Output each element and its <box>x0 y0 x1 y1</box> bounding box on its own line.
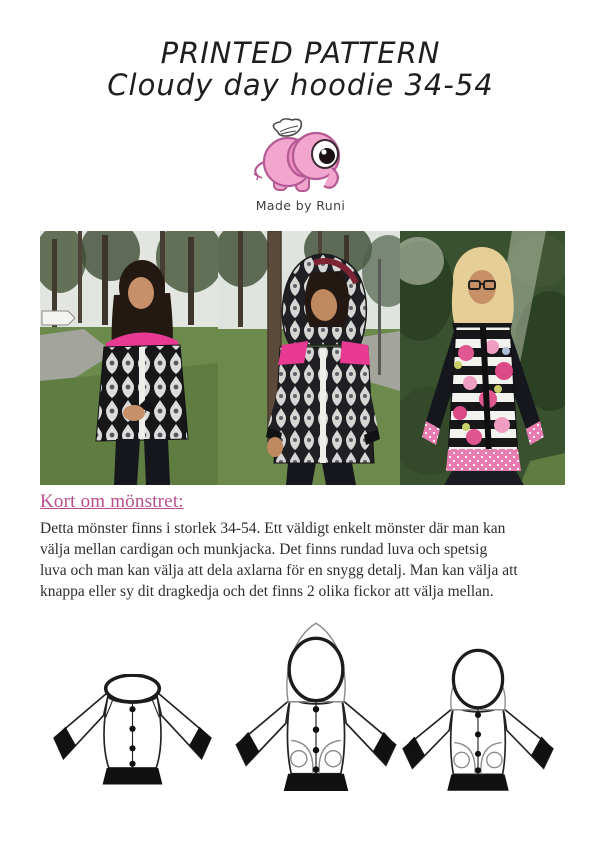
winged-elephant-icon <box>242 116 360 196</box>
section-heading: Kort om mönstret: <box>40 491 184 512</box>
pink-hem-band <box>446 449 521 471</box>
neckline <box>106 675 160 702</box>
garment-line-drawings <box>40 612 568 827</box>
round-hood-hoodie-line-drawing <box>398 636 558 800</box>
photo-model-floral-hoodie <box>400 231 565 485</box>
face <box>468 270 496 304</box>
hand <box>267 437 283 457</box>
pointed-hood-hoodie-line-drawing <box>230 620 402 805</box>
photo-model-hood-up <box>218 231 400 485</box>
elephant-wing <box>273 119 301 136</box>
leg <box>114 439 140 485</box>
page-subtitle: Cloudy day hoodie 34-54 <box>107 68 494 102</box>
leg <box>322 463 356 485</box>
face <box>128 277 154 309</box>
photo-model-cardigan <box>40 231 218 485</box>
hand <box>123 405 145 421</box>
brand-name: Made by Runi <box>255 198 346 213</box>
hem-band <box>447 774 509 790</box>
zipper <box>139 347 145 439</box>
hood-opening <box>453 650 502 707</box>
about-section <box>40 491 570 602</box>
cardigan-line-drawing <box>50 674 215 800</box>
body-text-line: knappa eller sy dit dragkedja och det finns 2 olika fickor att välja mellan. <box>40 583 494 600</box>
body-text-line: välja mellan cardigan och munkjacka. Det finns rundad luva och spetsig <box>40 541 488 558</box>
hood-opening <box>289 638 343 700</box>
pole <box>378 259 381 375</box>
leg <box>286 463 316 485</box>
page-title: PRINTED PATTERN <box>160 36 441 70</box>
brand-logo <box>0 116 601 213</box>
leg <box>144 439 170 485</box>
hem-band <box>284 774 349 791</box>
pants <box>444 471 524 485</box>
hem-band <box>103 768 163 785</box>
elephant-tail <box>255 162 264 176</box>
zipper <box>320 349 326 463</box>
body-text-line: Detta mönster finns i storlek 34-54. Ett väldigt enkelt mönster där man kan <box>40 520 506 537</box>
road-sign <box>42 311 75 325</box>
photo-strip <box>40 231 565 485</box>
body-text-line: luva och man kan välja att dela axlarna för en snygg detalj. Man kan välja att <box>40 562 518 579</box>
